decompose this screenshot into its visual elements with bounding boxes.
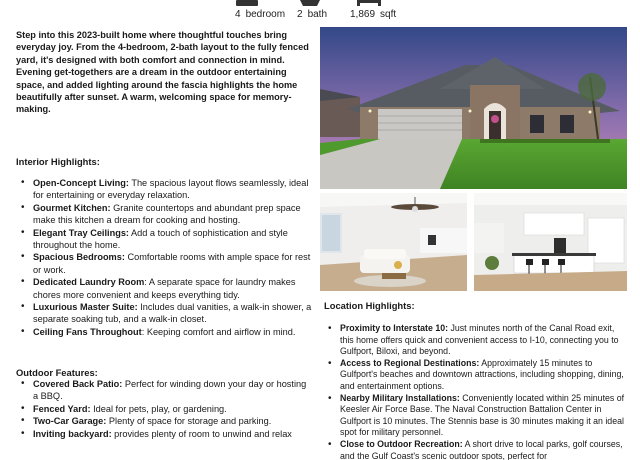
bath-icon bbox=[300, 0, 320, 6]
bath-count: 2 bath bbox=[297, 9, 328, 20]
sqft-icon bbox=[357, 0, 381, 6]
list-item: • Two-Car Garage: Plenty of space for storage and parking. bbox=[17, 415, 313, 427]
bedroom-count: 4 bedroom bbox=[235, 9, 286, 20]
bed-icon bbox=[236, 0, 258, 6]
list-item: • Close to Outdoor Recreation: A short drive to local parks, golf courses, and the Gulf Coast's scenic outdoor spots, perfect for bbox=[324, 439, 626, 460]
list-item: • Dedicated Laundry Room: A separate space for laundry makes chores more convenient and keeps everything tidy. bbox=[17, 276, 313, 301]
list-item: • Ceiling Fans Throughout: Keeping comfort and airflow in mind. bbox=[17, 326, 313, 338]
list-item: • Gourmet Kitchen: Granite countertops and abundant prep space make this kitchen a dream for cooking and hosting. bbox=[17, 202, 313, 227]
interior-highlights-list bbox=[17, 177, 313, 338]
list-item: • Luxurious Master Suite: Includes dual vanities, a walk-in shower, a separate soaking tub, and a walk-in closet. bbox=[17, 301, 313, 326]
property-stats bbox=[0, 0, 640, 24]
exterior-photo bbox=[320, 27, 627, 189]
list-item: • Fenced Yard: Ideal for pets, play, or gardening. bbox=[17, 403, 313, 415]
kitchen-photo bbox=[474, 193, 627, 291]
square-footage: 1,869 sqft bbox=[350, 9, 397, 20]
living-room-photo bbox=[320, 193, 467, 291]
list-item: • Elegant Tray Ceilings: Add a touch of sophistication and style throughout the home. bbox=[17, 227, 313, 252]
intro-paragraph: Step into this 2023-built home where thoughtful touches bring everyday joy. From the 4-bedroom, 2-bath layout to the fully fenced yard, it's designed with both comfort and connection in mind. Evening get-togethers are a dream in the outdoor entertaining space, and added lighting around the fascia highlights the home beautifully after sunset. A warm, welcoming space for memory-making. bbox=[16, 30, 309, 115]
outdoor-features-list bbox=[17, 378, 313, 440]
list-item: • Covered Back Patio: Perfect for winding down your day or hosting a BBQ. bbox=[17, 378, 313, 403]
list-item: • Nearby Military Installations: Conveniently located within 25 minutes of Keesler Air Force Base. The Naval Construction Battalion Center in Gulfport is 10 minutes. The Stennis base is 30 minutes making it an ideal spot for military personnel. bbox=[324, 393, 626, 439]
outdoor-features-heading: Outdoor Features: bbox=[16, 367, 98, 378]
location-highlights-list bbox=[324, 323, 626, 460]
interior-highlights-heading: Interior Highlights: bbox=[16, 156, 100, 167]
list-item: • Inviting backyard: provides plenty of room to unwind and relax bbox=[17, 428, 313, 440]
location-highlights-heading: Location Highlights: bbox=[324, 300, 415, 311]
list-item: • Proximity to Interstate 10: Just minutes north of the Canal Road exit, this home offers quick and convenient access to I-10, connecting you to Gulfport, Biloxi, and beyond. bbox=[324, 323, 626, 358]
list-item: • Access to Regional Destinations: Approximately 15 minutes to Gulfport's beaches and downtown attractions, including shopping, dining, and entertainment options. bbox=[324, 358, 626, 393]
list-item: • Open-Concept Living: The spacious layout flows seamlessly, ideal for entertaining or everyday relaxation. bbox=[17, 177, 313, 202]
list-item: • Spacious Bedrooms: Comfortable rooms with ample space for rest or work. bbox=[17, 251, 313, 276]
